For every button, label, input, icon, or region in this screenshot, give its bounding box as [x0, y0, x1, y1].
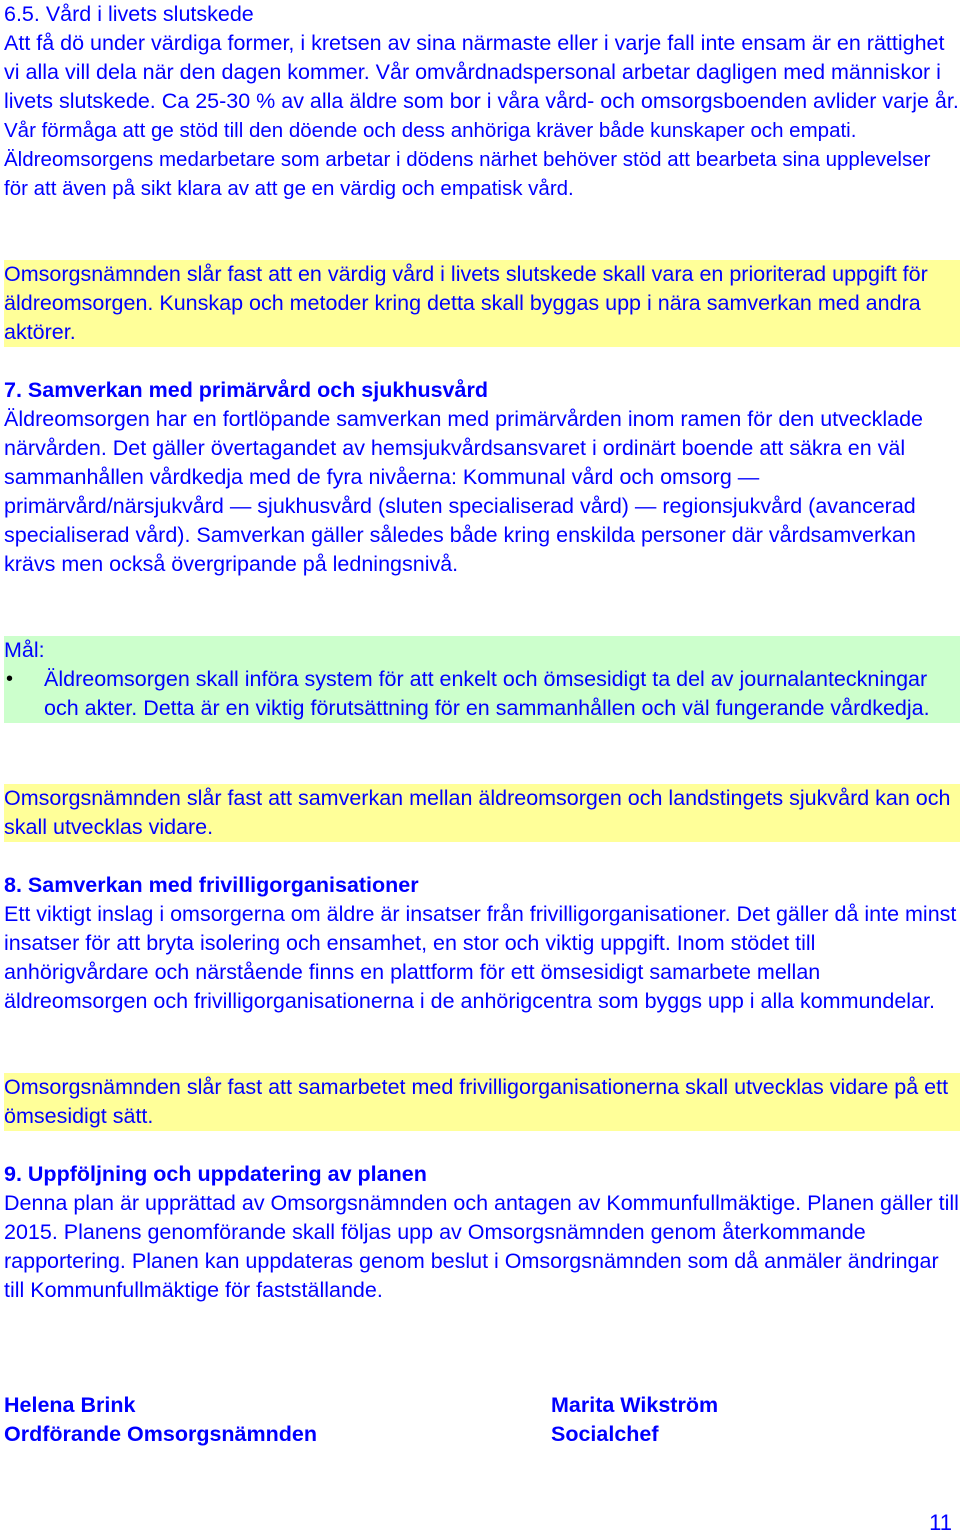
signature-name: Marita Wikström: [551, 1393, 719, 1417]
section-7: [4, 376, 960, 579]
page-number: 11: [929, 1510, 952, 1535]
goal-item-text: Äldreomsorgen skall införa system för att enkelt och ömsesidigt ta del av journalanteckningar och akter. Detta är en viktig förutsättning för en sammanhållen och väl fungerande vårdkedja.: [44, 667, 930, 720]
goal-box: [4, 636, 960, 723]
section-body: Ett viktigt inslag i omsorgerna om äldre är insatser från frivilligorganisationer. Det gäller då inte minst insatser för att bryta isolering och ensamhet, en stor och viktig uppgift. Inom stödet till anhörigvårdare och närstående finns en plattform för ett ömsesidigt samarbete mellan äldreomsorgen och frivilligorganisationerna i de anhörigcentra som byggs upp i alla kommundelar.: [4, 902, 957, 1013]
signature-name: Helena Brink: [4, 1393, 136, 1417]
bullet-icon: •: [6, 668, 14, 690]
decision-text: Omsorgsnämnden slår fast att en värdig vård i livets slutskede skall vara en prioriterad uppgift för äldreomsorgen. Kunskap och metoder kring detta skall byggas upp i nära samverkan med andra aktörer.: [4, 262, 928, 344]
decision-text: Omsorgsnämnden slår fast att samverkan mellan äldreomsorgen och landstingets sjukvård kan och skall utvecklas vidare.: [4, 786, 951, 839]
decision-box-7: [4, 784, 960, 842]
decision-box-8: [4, 1073, 960, 1131]
signature-title: Socialchef: [551, 1422, 659, 1446]
section-6-5: [4, 0, 960, 203]
signature-title: Ordförande Omsorgsnämnden: [4, 1422, 317, 1446]
section-9: [4, 1160, 960, 1305]
signature-right: [551, 1391, 718, 1449]
decision-text: Omsorgsnämnden slår fast att samarbetet med frivilligorganisationerna skall utvecklas vidare på ett ömsesidigt sätt.: [4, 1075, 949, 1128]
signature-left: [4, 1391, 317, 1449]
section-heading: 7. Samverkan med primärvård och sjukhusvård: [4, 378, 488, 402]
intro-text-small: Vår förmåga att ge stöd till den döende och dess anhöriga kräver både kunskaper och empati. Äldreomsorgens medarbetare som arbetar i dödens närhet behöver stöd att bearbeta sina upplevelser för att även på sikt klara av att ge en värdig och empatisk vård.: [4, 119, 931, 200]
intro-text-plain: Att få dö under värdiga former, i kretsen av sina närmaste eller i varje fall inte ensam är en rättighet vi alla vill dela när den dagen kommer. Vår omvårdnadspersonal arbetar dagligen med människor i livets slutskede. Ca 25-30 % av alla äldre som bor i våra vård- och omsorgsboenden avlider varje år.: [4, 31, 959, 113]
section-heading: 6.5. Vård i livets slutskede: [4, 2, 254, 26]
decision-box-6-5: [4, 260, 960, 347]
section-heading: 9. Uppföljning och uppdatering av planen: [4, 1162, 427, 1186]
section-intro: [4, 29, 960, 203]
goal-label: Mål:: [4, 638, 45, 662]
goal-list-item: [4, 665, 960, 723]
section-body: Äldreomsorgen har en fortlöpande samverkan med primärvården inom ramen för den utvecklade närvården. Det gäller övertagandet av hemsjukvårdsansvaret i ordinärt boende att säkra en väl sammanhållen vårdkedja med de fyra nivåerna: Kommunal vård och omsorg — primärvård/närsjukvård — sjukhusvård (sluten specialiserad vård) — regionsjukvård (avancerad specialiserad vård). Samverkan gäller således både kring enskilda personer där vårdsamverkan krävs men också övergripande på ledningsnivå.: [4, 407, 923, 576]
section-body: Denna plan är upprättad av Omsorgsnämnden och antagen av Kommunfullmäktige. Planen gäller till 2015. Planens genomförande skall följas upp av Omsorgsnämnden genom återkommande rapportering. Planen kan uppdateras genom beslut i Omsorgsnämnden som då anmäler ändringar till Kommunfullmäktige för fastställande.: [4, 1191, 959, 1302]
section-8: [4, 871, 960, 1016]
section-heading: 8. Samverkan med frivilligorganisationer: [4, 873, 419, 897]
